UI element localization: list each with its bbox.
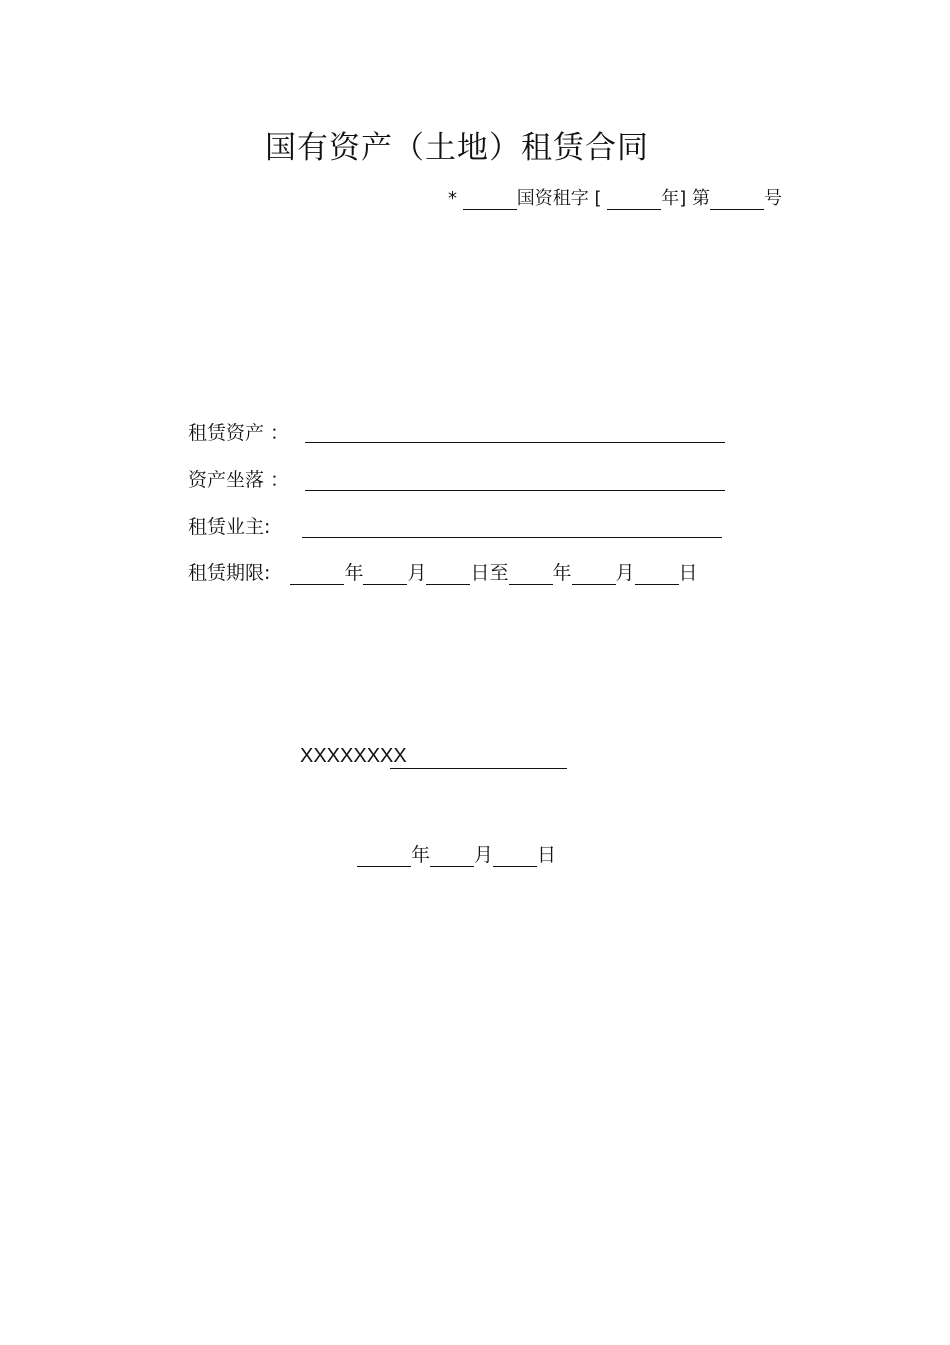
number-year-suffix: 年] 第 — [661, 188, 710, 209]
start-day-blank[interactable] — [426, 562, 470, 585]
asset-location-label: 资产坐落 ： — [188, 469, 290, 491]
end-month-blank[interactable] — [572, 562, 616, 585]
number-region-blank[interactable] — [463, 189, 517, 210]
start-month-blank[interactable] — [363, 562, 407, 585]
start-year-label: 年 — [344, 562, 364, 584]
end-year-blank[interactable] — [509, 562, 553, 585]
sign-day-blank[interactable] — [493, 844, 537, 867]
end-day-blank[interactable] — [635, 562, 679, 585]
lessor-org: XXXXXXXX — [300, 745, 407, 767]
document-title: 国有资产（土地）租赁合同 — [265, 130, 649, 166]
number-seq-blank[interactable] — [710, 189, 764, 210]
sign-month-blank[interactable] — [430, 844, 474, 867]
lease-period — [188, 558, 698, 585]
document-number — [448, 184, 782, 210]
lease-period-label: 租赁期限: — [188, 562, 271, 584]
start-year-blank[interactable] — [290, 562, 344, 585]
number-code: 国资租字 [ — [516, 188, 602, 209]
lease-owner-label: 租赁业主: — [188, 516, 271, 538]
lease-owner-line[interactable] — [302, 537, 722, 538]
start-day-label: 日至 — [470, 562, 509, 584]
sign-day-label: 日 — [537, 844, 557, 866]
lease-asset-line[interactable] — [305, 442, 725, 443]
sign-year-blank[interactable] — [357, 844, 411, 867]
number-prefix: * — [448, 188, 457, 209]
end-year-label: 年 — [552, 562, 572, 584]
end-month-label: 月 — [615, 562, 635, 584]
sign-month-label: 月 — [474, 844, 494, 866]
number-tail: 号 — [763, 188, 782, 209]
end-day-label: 日 — [678, 562, 698, 584]
start-month-label: 月 — [407, 562, 427, 584]
number-year-blank[interactable] — [607, 189, 661, 210]
sign-year-label: 年 — [411, 844, 431, 866]
lease-asset-label: 租赁资产 ： — [188, 422, 290, 444]
sign-date — [357, 840, 556, 867]
asset-location-line[interactable] — [305, 490, 725, 491]
lessor-org-line[interactable] — [390, 768, 567, 769]
